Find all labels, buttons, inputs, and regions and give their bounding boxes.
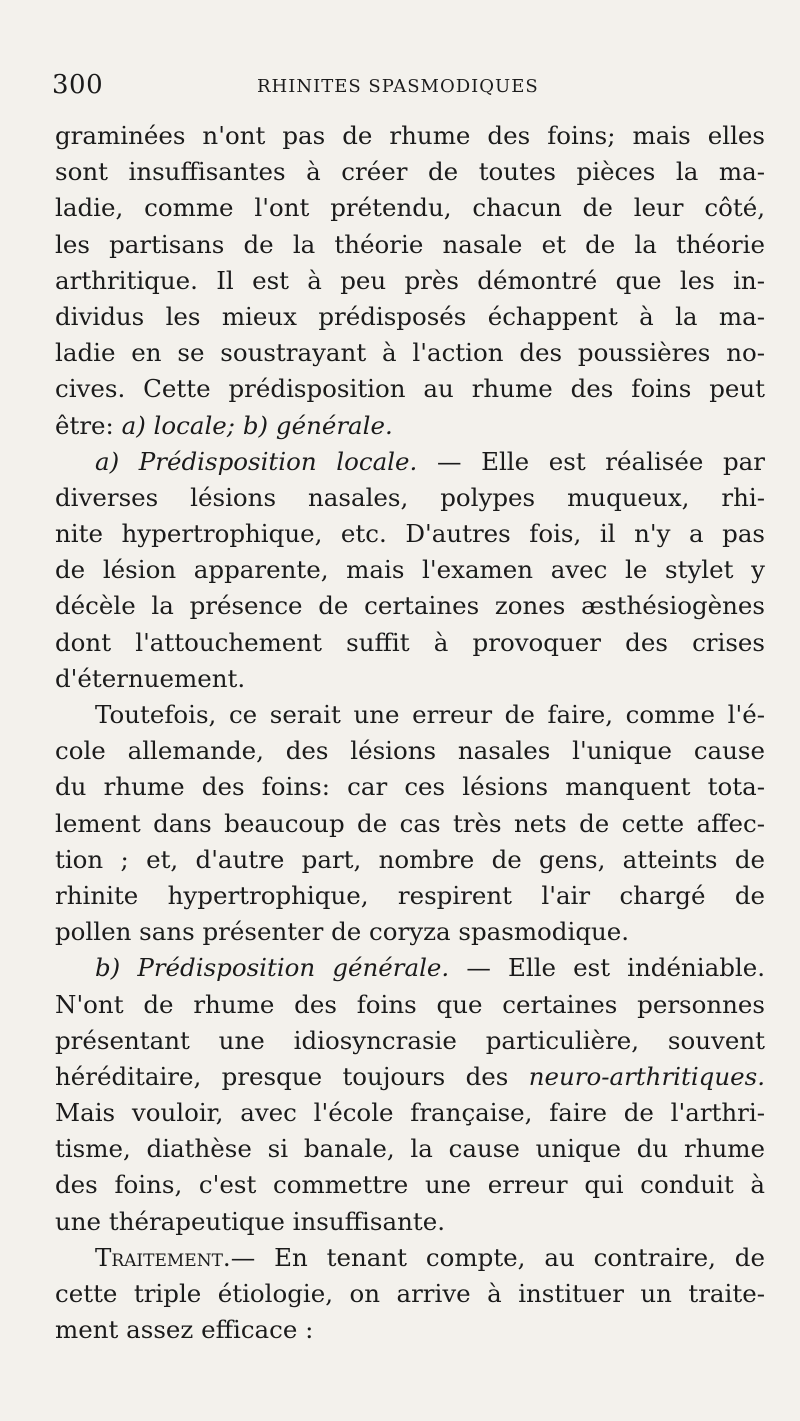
text-line [55, 769, 765, 805]
text-line [55, 1204, 765, 1240]
text-line [55, 697, 765, 733]
text-line [55, 950, 765, 986]
text-line [55, 516, 765, 552]
italic-text: a) Prédisposition locale. [95, 446, 418, 476]
small-caps-heading: Traitement. [95, 1242, 231, 1272]
text-segment: des foins, c'est commettre une erreur qui conduit à [55, 1170, 765, 1200]
page-number: 300 [52, 70, 104, 100]
text-segment: présentant une idiosyncrasie particulière, souvent [55, 1025, 765, 1055]
text-line [55, 552, 765, 588]
text-line [55, 299, 765, 335]
text-segment: pollen sans présenter de coryza spasmodique. [55, 917, 630, 947]
text-line [55, 842, 765, 878]
text-segment: du rhume des foins: car ces lésions manquent tota- [55, 772, 765, 802]
text-segment: cette triple étiologie, on arrive à instituer un traite- [55, 1279, 765, 1308]
text-line [55, 480, 765, 516]
text-segment: — Elle est indéniable. [449, 953, 766, 983]
text-line [55, 263, 765, 299]
text-line [55, 878, 765, 914]
text-segment: de lésion apparente, mais l'examen avec le stylet y [55, 555, 765, 585]
text-line [55, 733, 765, 769]
text-segment: — En tenant compte, au contraire, de [230, 1242, 765, 1272]
text-segment: diverses lésions nasales, polypes muqueux, rhi- [55, 482, 765, 512]
text-line [55, 1023, 765, 1059]
text-line [55, 1095, 765, 1131]
text-line [55, 190, 765, 226]
page-header [52, 70, 752, 102]
italic-text: b) Prédisposition générale. [95, 953, 450, 983]
text-segment: arthritique. Il est à peu près démontré que les in- [55, 265, 765, 295]
text-segment: Mais vouloir, avec l'école française, faire de l'arthri- [55, 1098, 765, 1128]
text-segment: nite hypertrophique, etc. D'autres fois, il n'y a pas [55, 519, 765, 549]
text-line [55, 154, 765, 190]
text-segment: d'éternuement. [55, 663, 246, 693]
italic-text: a) locale; b) générale. [121, 410, 393, 440]
text-segment: une thérapeutique insuffisante. [55, 1206, 445, 1236]
text-segment: rhinite hypertrophique, respirent l'air chargé de [55, 880, 765, 910]
body-text [55, 118, 765, 1348]
text-line [55, 1167, 765, 1203]
text-segment: Toutefois, ce serait une erreur de faire, comme l'é- [95, 700, 765, 729]
text-line [55, 444, 765, 480]
text-line [55, 806, 765, 842]
text-line [55, 987, 765, 1023]
text-line [55, 118, 765, 154]
text-segment: les partisans de la théorie nasale et de la théorie [55, 229, 765, 259]
text-line [55, 227, 765, 263]
text-segment: N'ont de rhume des foins que certaines personnes [55, 989, 765, 1019]
text-segment: cole allemande, des lésions nasales l'unique cause [55, 736, 765, 766]
text-segment: tisme, diathèse si banale, la cause unique du rhume [55, 1134, 765, 1164]
text-line [55, 914, 765, 950]
running-title: RHINITES SPASMODIQUES [257, 76, 539, 97]
text-segment: lement dans beaucoup de cas très nets de cette affec- [55, 808, 765, 838]
text-line [55, 1312, 765, 1348]
text-segment: tion ; et, d'autre part, nombre de gens, atteints de [55, 844, 765, 874]
text-line [55, 1276, 765, 1312]
text-segment: ladie, comme l'ont prétendu, chacun de leur côté, [55, 193, 765, 223]
text-segment: être: [55, 410, 122, 440]
text-line [55, 371, 765, 407]
text-line [55, 588, 765, 624]
text-segment: dividus les mieux prédisposés échappent à la ma- [55, 301, 765, 331]
text-segment: cives. Cette prédisposition au rhume des foins peut [55, 374, 765, 404]
text-line [55, 1131, 765, 1167]
text-segment: ment assez efficace : [55, 1315, 314, 1345]
text-line [55, 661, 765, 697]
text-segment: décèle la présence de certaines zones æsthésiogènes [55, 591, 765, 621]
text-segment: dont l'attouchement suffit à provoquer des crises [55, 627, 765, 657]
text-segment: — Elle est réalisée par [417, 446, 765, 476]
text-segment: héréditaire, presque toujours des [55, 1061, 529, 1091]
text-line [55, 1240, 765, 1276]
text-line [55, 625, 765, 661]
text-segment: graminées n'ont pas de rhume des foins; mais elles [55, 121, 765, 150]
text-line [55, 408, 765, 444]
text-segment: sont insuffisantes à créer de toutes pièces la ma- [55, 157, 765, 187]
text-line [55, 1059, 765, 1095]
text-segment: ladie en se soustrayant à l'action des poussières no- [55, 338, 765, 368]
text-line [55, 335, 765, 371]
italic-text: neuro-arthritiques. [528, 1061, 765, 1091]
